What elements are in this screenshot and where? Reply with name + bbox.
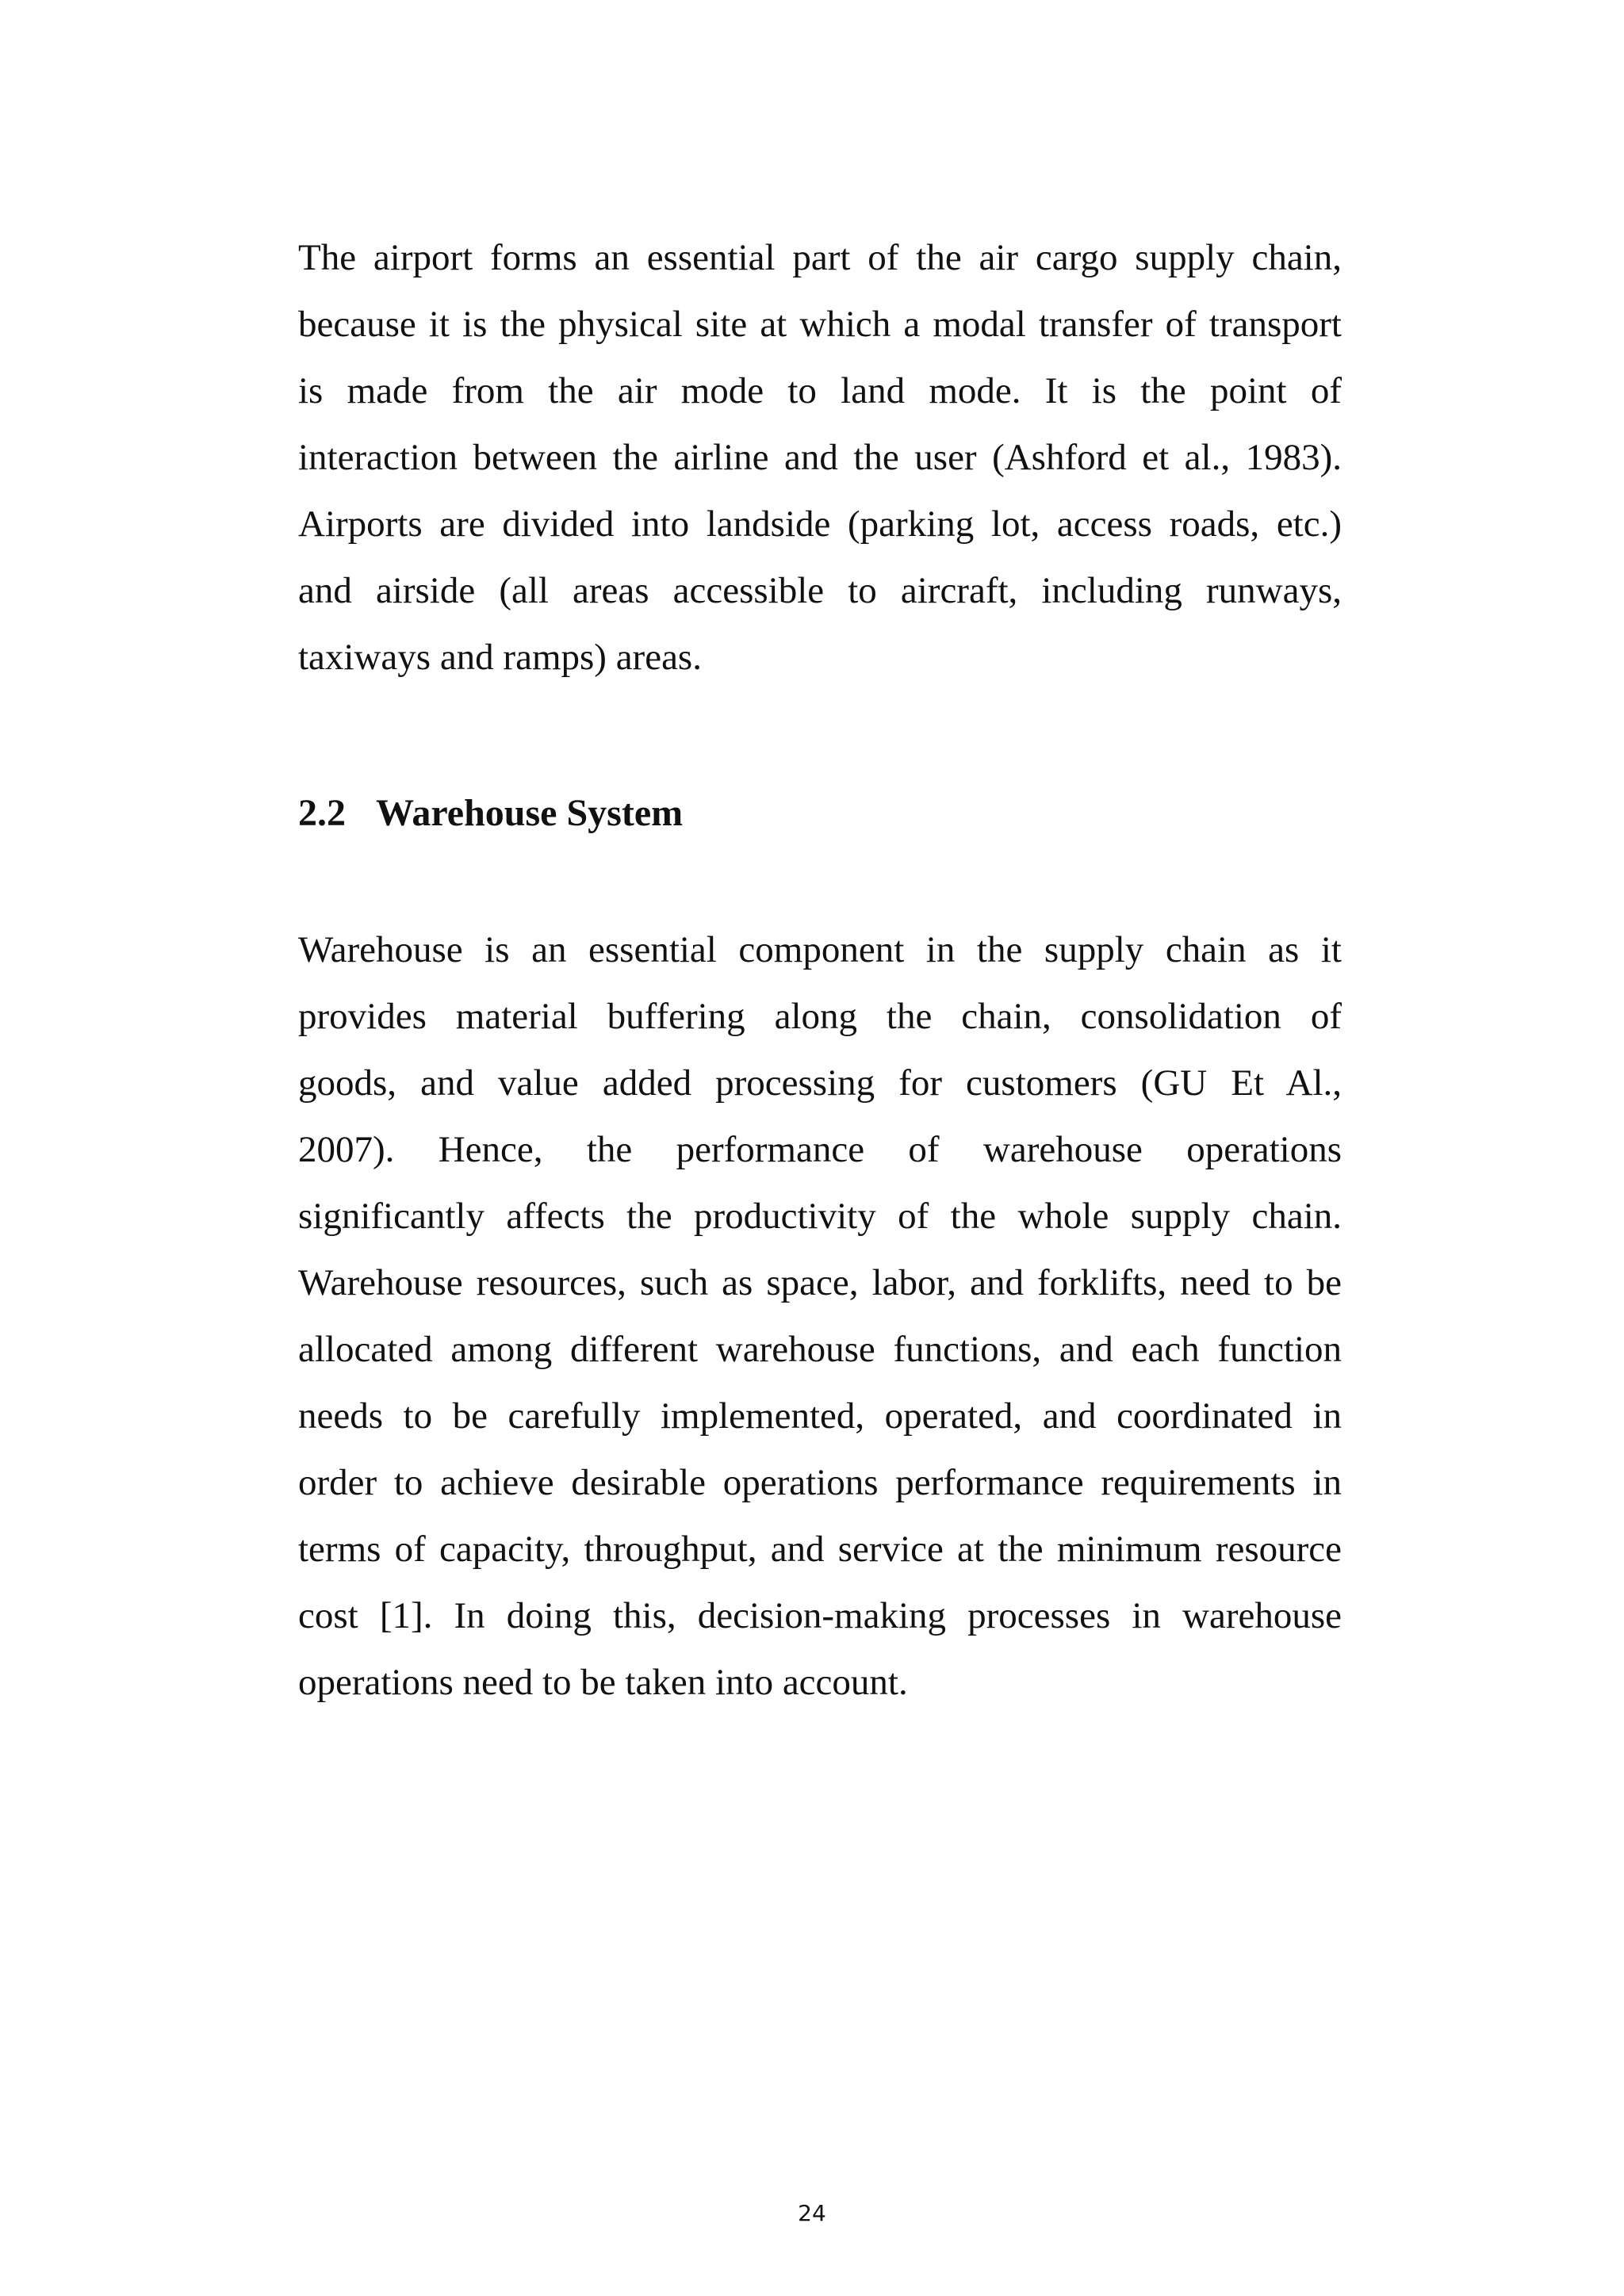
text-line: terms of capacity, throughput, and service at the minimum resource [298, 1529, 1342, 1570]
text-line: Warehouse is an essential component in the supply chain as it [298, 929, 1342, 970]
text-line: order to achieve desirable operations performance requirements in [298, 1462, 1342, 1503]
text-line: significantly affects the productivity of the whole supply chain. [298, 1196, 1342, 1237]
text-line: taxiways and ramps) areas. [298, 637, 702, 678]
text-line: provides material buffering along the chain, consolidation of [298, 996, 1342, 1037]
section-number: 2.2 [298, 792, 346, 834]
text-line: cost [1]. In doing this, decision-making processes in warehouse [298, 1595, 1342, 1636]
text-line: The airport forms an essential part of the air cargo supply chain, [298, 237, 1342, 278]
text-line: Airports are divided into landside (parking lot, access roads, etc.) [298, 503, 1342, 545]
section-heading [298, 790, 683, 837]
text-line: and airside (all areas accessible to aircraft, including runways, [298, 570, 1342, 611]
text-line: interaction between the airline and the user (Ashford et al., 1983). [298, 437, 1342, 478]
text-line: is made from the air mode to land mode. It is the point of [298, 370, 1342, 411]
text-line: Warehouse resources, such as space, labor, and forklifts, need to be [298, 1262, 1342, 1303]
text-line: operations need to be taken into account. [298, 1662, 908, 1703]
text-line: because it is the physical site at which a modal transfer of transport [298, 304, 1342, 345]
page-number: 24 [798, 2200, 826, 2226]
text-line: allocated among different warehouse functions, and each function [298, 1329, 1342, 1370]
text-line: needs to be carefully implemented, operated, and coordinated in [298, 1395, 1342, 1437]
section-title: Warehouse System [376, 792, 684, 834]
text-line: goods, and value added processing for customers (GU Et Al., [298, 1062, 1342, 1104]
text-line: 2007). Hence, the performance of warehouse operations [298, 1129, 1342, 1170]
